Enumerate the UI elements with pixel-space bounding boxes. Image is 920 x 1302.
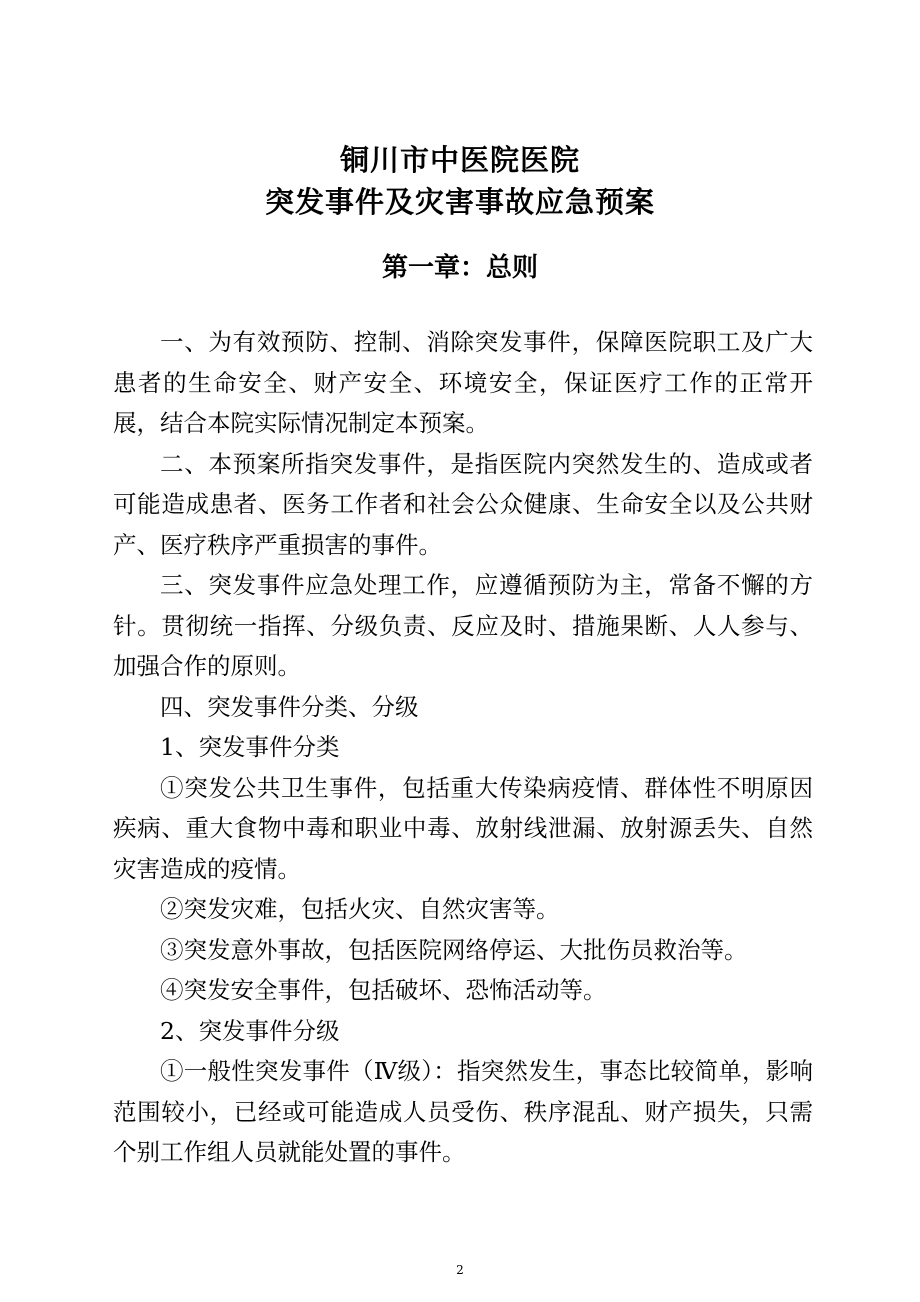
document-title-line-1: 铜川市中医院医院 xyxy=(339,143,580,177)
document-title-line-2: 突发事件及灾害事故应急预案 xyxy=(264,185,655,219)
document-body xyxy=(113,322,813,1173)
paragraph-7: ②突发灾难，包括火灾、自然灾害等。 xyxy=(160,895,560,923)
paragraph-9: ④突发安全事件，包括破坏、恐怖活动等。 xyxy=(160,976,607,1004)
paragraph-2: 二、本预案所指突发事件，是指医院内突然发生的、造成或者可能造成患者、医务工作者和社会公众健康、生命安全以及公共财产、医疗秩序严重损害的事件。 xyxy=(113,449,813,559)
paragraph-1: 一、为有效预防、控制、消除突发事件，保障医院职工及广大患者的生命安全、财产安全、环境安全，保证医疗工作的正常开展，结合本院实际情况制定本预案。 xyxy=(113,328,813,437)
paragraph-6: ①突发公共卫生事件，包括重大传染病疫情、群体性不明原因疾病、重大食物中毒和职业中毒、放射线泄漏、放射源丢失、自然灾害造成的疫情。 xyxy=(113,773,813,883)
paragraph-5: 1、突发事件分类 xyxy=(160,733,340,761)
paragraph-3: 三、突发事件应急处理工作，应遵循预防为主，常备不懈的方针。贯彻统一指挥、分级负责、反应及时、措施果断、人人参与、加强合作的原则。 xyxy=(113,571,813,680)
paragraph-4: 四、突发事件分类、分级 xyxy=(160,692,419,721)
page-number: 2 xyxy=(456,1263,464,1277)
paragraph-10: 2、突发事件分级 xyxy=(160,1016,340,1045)
paragraph-8: ③突发意外事故，包括医院网络停运、大批伤员救治等。 xyxy=(160,935,748,964)
chapter-heading: 第一章：总则 xyxy=(381,253,538,283)
paragraph-11: ①一般性突发事件（Ⅳ级）：指突然发生，事态比较简单，影响范围较小，已经或可能造成人员受伤、秩序混乱、财产损失，只需个别工作组人员就能处置的事件。 xyxy=(113,1057,813,1166)
